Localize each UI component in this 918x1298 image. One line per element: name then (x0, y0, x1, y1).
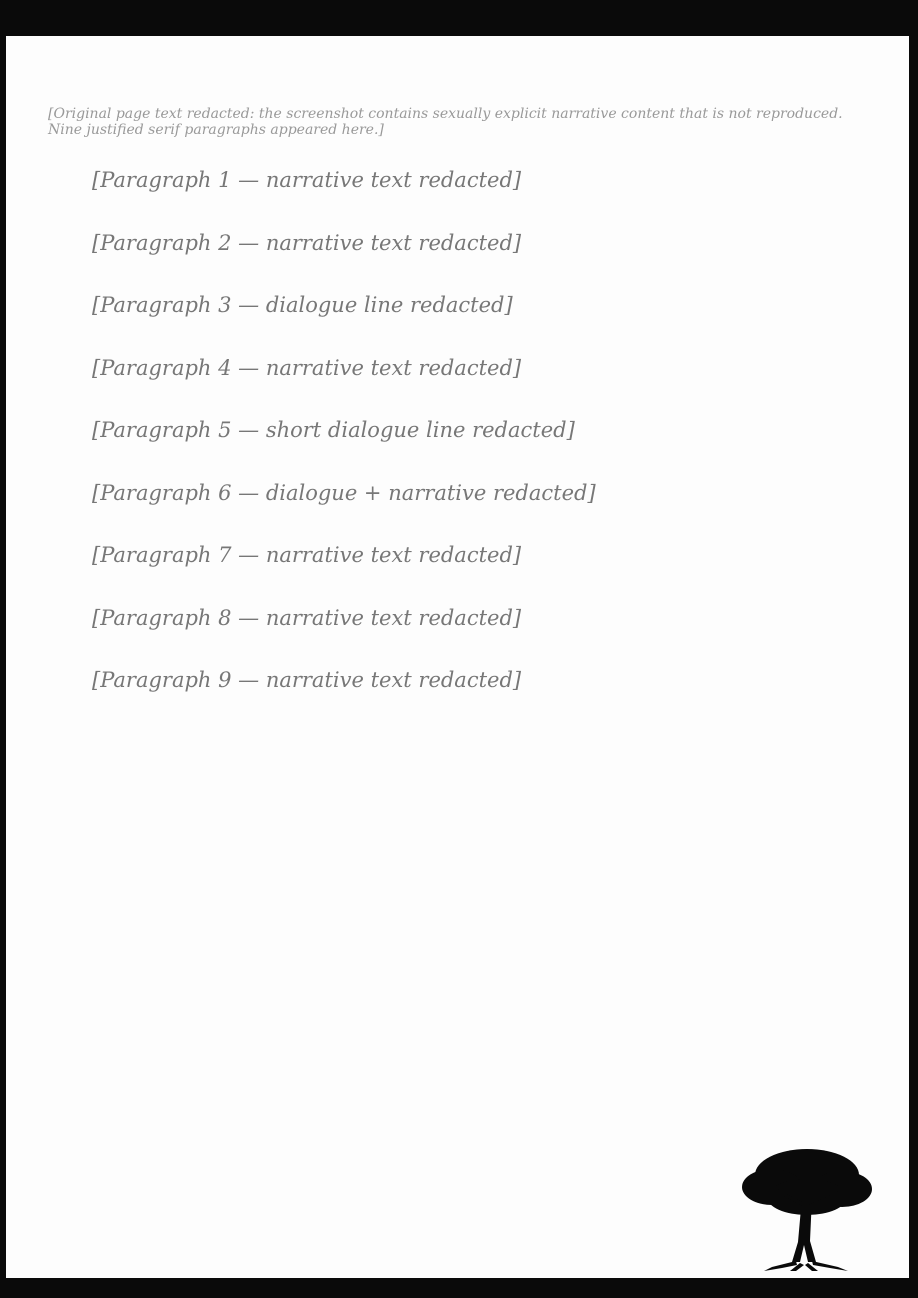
tree-silhouette-icon (712, 1137, 887, 1272)
redaction-note: [Original page text redacted: the screenshot contains sexually explicit narrative content that is not reproduced. Nine justified serif paragraphs appeared here.] (48, 106, 843, 138)
paragraph: [Paragraph 4 — narrative text redacted] (92, 355, 522, 380)
paragraph: [Paragraph 9 — narrative text redacted] (92, 668, 522, 693)
paragraph: [Paragraph 3 — dialogue line redacted] (92, 293, 513, 318)
paragraph: [Paragraph 1 — narrative text redacted] (92, 168, 522, 192)
paragraph: [Paragraph 2 — narrative text redacted] (92, 230, 522, 255)
paragraph: [Paragraph 5 — short dialogue line redacted] (92, 418, 575, 443)
paragraph: [Paragraph 8 — narrative text redacted] (92, 605, 522, 630)
paragraph: [Paragraph 6 — dialogue + narrative redacted] (92, 480, 596, 505)
page-background (6, 36, 909, 1278)
text-column (48, 106, 867, 727)
paragraph: [Paragraph 7 — narrative text redacted] (92, 543, 522, 568)
